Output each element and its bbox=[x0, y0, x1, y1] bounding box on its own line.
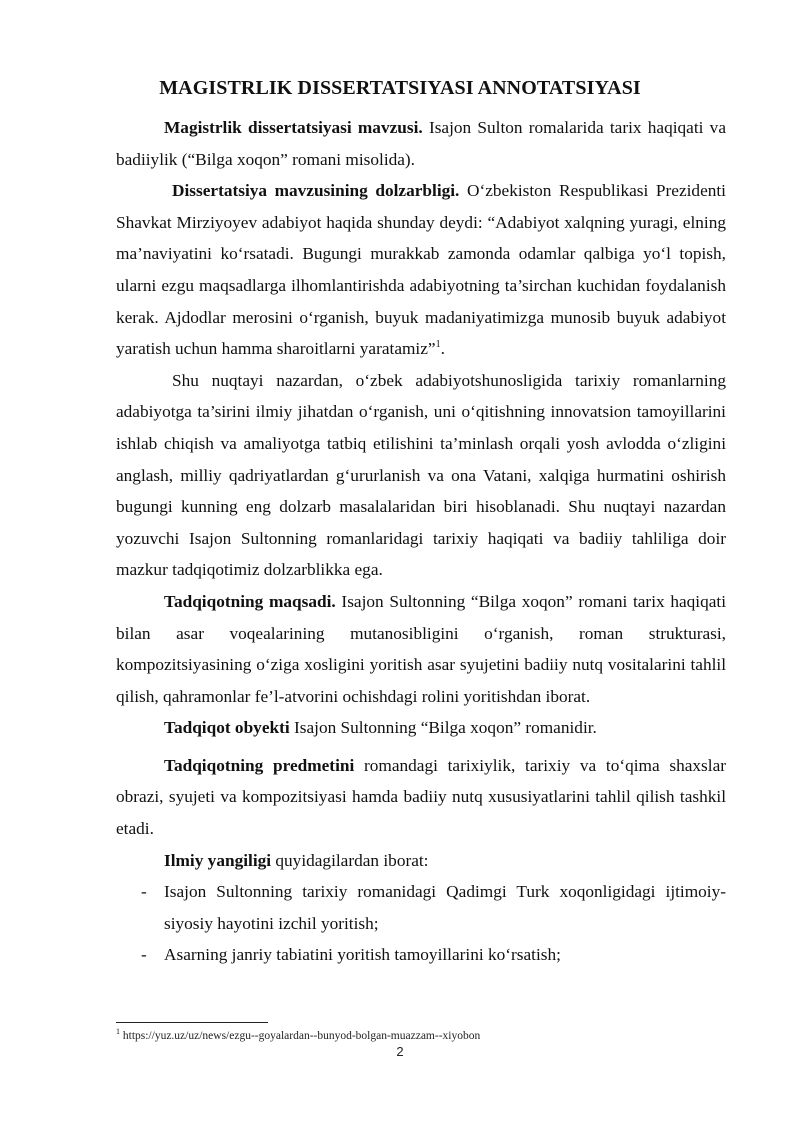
paragraph-goal bbox=[116, 586, 726, 712]
footnote bbox=[116, 1029, 756, 1043]
topic-label: Magistrlik dissertatsiyasi mavzusi. bbox=[164, 118, 423, 137]
paragraph-relevance bbox=[116, 175, 726, 365]
paragraph-topic bbox=[116, 112, 726, 175]
list-item-text: Isajon Sultonning tarixiy romanidagi Qadimgi Turk xoqonligidagi ijtimoiy-siyosiy hayotini izchil yoritish; bbox=[164, 882, 726, 933]
paragraph-novelty bbox=[116, 845, 726, 877]
footnote-reference: 1 bbox=[435, 339, 441, 351]
novelty-list bbox=[116, 876, 726, 971]
page-number: 2 bbox=[396, 1044, 404, 1059]
novelty-label: Ilmiy yangiligi bbox=[164, 850, 272, 870]
object-text: Isajon Sultonning “Bilga xoqon” romanidir. bbox=[289, 718, 597, 738]
relevance-text: O‘zbekiston Respublikasi Prezidenti Shavkat Mirziyoyev adabiyot haqida shunday deydi: “Adabiyot xalqning yuragi, elning ma’naviyatini ko‘rsatadi. Bugungi murakkab zamonda odamlar qalbiga yo‘l topish, ularni ezgu maqsadlarga ilhomlantirishda adabiyotning ta’sirchan kuchidan foydalanish kerak. Ajdodlar merosini o‘rganish, buyuk madaniyatimizga munosib buyuk adabiyot yaratish uchun hamma sharoitlarni yaratamiz” bbox=[116, 181, 726, 359]
subject-text: romandagi tarixiylik, tarixiy va to‘qima shaxslar obrazi, syujeti va kompozitsiyasi hamda badiiy nutq xususiyatlarini tahlil qilish tashkil etadi. bbox=[116, 755, 726, 839]
footnote-link-text: https://yuz.uz/uz/news/ezgu--goyalardan--bunyod-bolgan-muazzam--xiyobon bbox=[120, 1030, 481, 1042]
novelty-text: quyidagilardan iborat: bbox=[271, 850, 429, 870]
list-dash: - bbox=[141, 882, 147, 902]
goal-text: Isajon Sultonning “Bilga xoqon” romani tarix haqiqati bilan asar voqealarining mutanosibligini o‘rganish, roman strukturasi, kompozitsiyasining o‘ziga xosligini yoritish asar syujetini badiiy nutq vositalarini tahlil qilish, qahramonlar fe’l-atvorini ochishdagi rolini yoritishdan iborat. bbox=[116, 591, 727, 706]
list-dash: - bbox=[141, 945, 147, 965]
paragraph-object bbox=[116, 712, 726, 744]
annotation-body bbox=[116, 112, 726, 971]
topic-text: Isajon Sulton romalarida tarix haqiqati va badiiylik (“Bilga xoqon” romani misolida). bbox=[116, 118, 726, 169]
footnote-divider bbox=[116, 1022, 268, 1023]
paragraph-viewpoint: Shu nuqtayi nazardan, o‘zbek adabiyotshunosligida tarixiy romanlarning adabiyotga ta’sirini ilmiy jihatdan o‘rganish, uni o‘qitishning innovatsion tamoyillarini ishlab chiqish va amaliyotga tatbiq etilishini ta’minlash orqali yosh avlodda o‘zligini anglash, milliy qadriyatlardan g‘ururlanish va ona Vatani, xalqiga hurmatini oshirish bugungi kunning eng dolzarb masalalaridan biri hisoblanadi. Shu nuqtayi nazardan yozuvchi Isajon Sultonning romanlaridagi tarixiy haqiqati va badiiy tahliliga doir mazkur tadqiqotimiz dolzarblikka ega. bbox=[116, 370, 726, 580]
paragraph-subject bbox=[116, 750, 726, 845]
relevance-end: . bbox=[440, 339, 445, 359]
page-title: MAGISTRLIK DISSERTATSIYASI ANNOTATSIYASI bbox=[159, 77, 641, 99]
relevance-label: Dissertatsiya mavzusining dolzarbligi. bbox=[172, 181, 460, 201]
goal-label: Tadqiqotning maqsadi. bbox=[164, 591, 336, 611]
list-item bbox=[116, 876, 726, 939]
subject-label: Tadqiqotning predmetini bbox=[164, 755, 355, 775]
list-item bbox=[116, 939, 726, 971]
list-item-text: Asarning janriy tabiatini yoritish tamoyillarini ko‘rsatish; bbox=[164, 945, 561, 965]
object-label: Tadqiqot obyekti bbox=[164, 718, 290, 738]
footnote-number: 1 bbox=[116, 1027, 120, 1037]
